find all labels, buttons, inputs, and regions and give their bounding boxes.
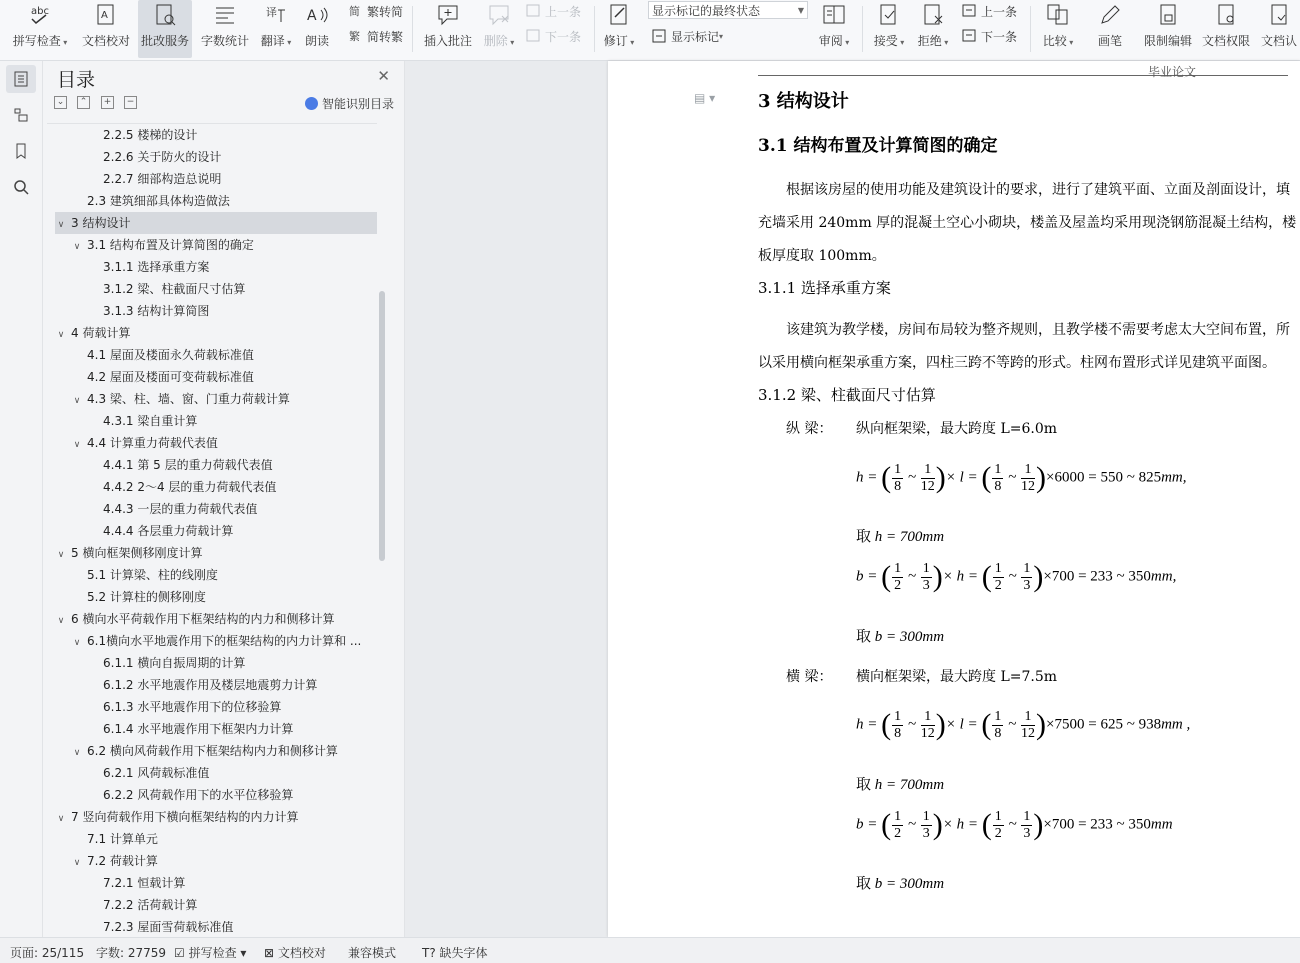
reject-button[interactable]: 拒绝 ▾ xyxy=(914,0,952,58)
prev-comment-button[interactable]: 上一条 xyxy=(526,1,581,21)
show-markup-button[interactable]: 显示标记 ▾ xyxy=(652,26,723,46)
toc-item[interactable] xyxy=(55,762,377,784)
toc-item-label: 2.2.7 细部构造总说明 xyxy=(103,172,222,186)
delete-comment-button[interactable]: 删除 ▾ xyxy=(480,0,518,58)
text-trans-beam: 横向框架梁，最大跨度 L=7.5m xyxy=(856,669,1058,685)
spell-check-icon xyxy=(27,2,53,28)
toc-item[interactable] xyxy=(55,410,377,432)
missing-font-button[interactable]: T? 缺失字体 xyxy=(422,946,488,960)
toc-item[interactable] xyxy=(55,300,377,322)
toc-item[interactable] xyxy=(55,234,377,256)
toc-item-label: 7.1 计算单元 xyxy=(87,832,158,846)
toc-item-label: 2.3 建筑细部具体构造做法 xyxy=(87,194,230,208)
toc-item[interactable] xyxy=(55,278,377,300)
chevron-down-icon[interactable]: ∨ xyxy=(73,638,81,648)
toc-item[interactable] xyxy=(55,432,377,454)
toc-item[interactable] xyxy=(55,850,377,872)
chevron-down-icon[interactable]: ∨ xyxy=(73,748,81,758)
toc-item-label: 7.2.3 屋面雪荷载标准值 xyxy=(103,920,234,934)
permission-icon xyxy=(1213,2,1239,28)
toc-panel xyxy=(43,61,405,937)
toc-item[interactable] xyxy=(55,256,377,278)
equation-h-long: h = ( $\frac{1}{8}$ ~ $\frac{1}{12}$ )× l = ( $\frac{1}{8}$ ~ $\frac{1}{12}$ )×6000 = 550 ~ 825mm, xyxy=(856,461,1187,494)
svg-text:繁: 繁 xyxy=(349,30,360,43)
next-change-button[interactable]: 下一条 xyxy=(962,26,1017,46)
pen-button[interactable]: 画笔 xyxy=(1094,0,1126,58)
toc-item[interactable] xyxy=(55,498,377,520)
toc-item[interactable] xyxy=(55,476,377,498)
compare-button[interactable]: 比较 ▾ xyxy=(1038,0,1078,58)
toc-item-label: 4.4.1 第 5 层的重力荷载代表值 xyxy=(103,458,273,472)
accept-icon xyxy=(876,2,902,28)
toc-item-label: 4.2 屋面及楼面可变荷载标准值 xyxy=(87,370,254,384)
compare-icon xyxy=(1045,2,1071,28)
translate-button[interactable]: 译 翻译 ▾ xyxy=(256,0,296,58)
toc-item[interactable] xyxy=(55,740,377,762)
ribbon-toolbar xyxy=(0,0,1300,61)
toc-item-label: 6.2.2 风荷载作用下的水平位移验算 xyxy=(103,788,294,802)
toc-item-label: 7 竖向荷载作用下横向框架结构的内力计算 xyxy=(71,810,299,824)
chevron-down-icon[interactable]: ∨ xyxy=(57,814,65,824)
toc-item[interactable] xyxy=(55,806,377,828)
toc-item[interactable] xyxy=(55,586,377,608)
toc-scrollbar[interactable] xyxy=(379,291,385,561)
toc-item[interactable] xyxy=(55,784,377,806)
heading-2: 3.1 结构布置及计算简图的确定 xyxy=(758,136,998,156)
toc-item[interactable] xyxy=(55,564,377,586)
track-changes-icon xyxy=(606,2,632,28)
chevron-down-icon[interactable]: ∨ xyxy=(73,396,81,406)
smart-toc-button[interactable]: 智能识别目录 xyxy=(305,95,394,112)
paragraph-line: 该建筑为教学楼，房间布局较为整齐规则，且教学楼不需要考虑太大空间布置，所 xyxy=(786,322,1290,338)
markup-state-select[interactable]: 显示标记的最终状态 ▼ xyxy=(648,1,808,19)
toc-item[interactable] xyxy=(55,190,377,212)
correction-icon xyxy=(152,2,178,28)
take-b-long: 取 b = 300mm xyxy=(856,629,945,645)
toc-item-label: 6.2.1 风荷载标准值 xyxy=(103,766,210,780)
toc-item-label: 4 荷载计算 xyxy=(71,326,131,340)
word-count-icon xyxy=(212,2,238,28)
take-h-trans: 取 h = 700mm xyxy=(856,777,945,793)
toc-item[interactable] xyxy=(55,146,377,168)
toc-item-label: 3.1.1 选择承重方案 xyxy=(103,260,210,274)
word-count-button[interactable]: 字数统计 xyxy=(198,0,252,58)
expand-up-icon[interactable]: ⌃ xyxy=(77,96,90,109)
toc-item-label: 5.2 计算柱的侧移刚度 xyxy=(87,590,206,604)
paragraph-line: 充墙采用 240mm 厚的混凝土空心小砌块，楼盖及屋盖均采用现浇钢筋混凝土结构，楼 xyxy=(758,215,1297,231)
toc-item-label: 3.1 结构布置及计算简图的确定 xyxy=(87,238,254,252)
separator xyxy=(862,6,863,52)
toc-item-label: 2.2.5 楼梯的设计 xyxy=(103,128,198,142)
next-comment-button[interactable]: 下一条 xyxy=(526,26,581,46)
toc-item[interactable] xyxy=(55,608,377,630)
toc-item-label: 6 横向水平荷载作用下框架结构的内力和侧移计算 xyxy=(71,612,335,626)
toc-item[interactable] xyxy=(55,872,377,894)
toc-item-label: 4.4 计算重力荷载代表值 xyxy=(87,436,218,450)
status-spell-check[interactable]: ☑ 拼写检查 ▾ xyxy=(174,946,247,960)
toc-item-label: 4.4.4 各层重力荷载计算 xyxy=(103,524,234,538)
toc-list xyxy=(47,123,377,936)
toc-item[interactable] xyxy=(55,696,377,718)
correction-service-button[interactable]: 批改服务 xyxy=(138,0,192,58)
toc-item-label: 7.2.1 恒载计算 xyxy=(103,876,186,890)
separator xyxy=(594,6,595,52)
prev-change-icon xyxy=(962,3,978,19)
review-pane-icon xyxy=(821,2,847,28)
toc-item[interactable] xyxy=(55,212,377,234)
remove-level-icon[interactable]: − xyxy=(124,96,137,109)
text-long-beam: 纵向框架梁，最大跨度 L=6.0m xyxy=(856,421,1058,437)
toc-item[interactable] xyxy=(55,124,377,146)
separator xyxy=(1030,6,1031,52)
reject-icon xyxy=(920,2,946,28)
doc-proofread-button[interactable]: A 文档校对 xyxy=(78,0,134,58)
toc-item-label: 3 结构设计 xyxy=(71,216,131,230)
svg-text:abc: abc xyxy=(31,6,49,17)
search-icon[interactable] xyxy=(6,173,36,201)
chevron-down-icon[interactable]: ∨ xyxy=(73,858,81,868)
toc-item-label: 6.1.1 横向自振周期的计算 xyxy=(103,656,246,670)
toc-item-label: 4.3.1 梁自重计算 xyxy=(103,414,198,428)
chevron-down-icon: ▼ xyxy=(797,6,804,15)
convert-icon xyxy=(348,28,364,44)
toc-item-label: 2.2.6 关于防火的设计 xyxy=(103,150,222,164)
toc-item[interactable] xyxy=(55,542,377,564)
toc-item[interactable] xyxy=(55,652,377,674)
toc-item-label: 6.2 横向风荷载作用下框架结构内力和侧移计算 xyxy=(87,744,338,758)
toc-item[interactable] xyxy=(55,718,377,740)
label-trans-beam: 横 梁： xyxy=(786,669,833,685)
document-page[interactable] xyxy=(608,61,1300,937)
to-simplified-button[interactable]: 繁 简转繁 xyxy=(349,29,404,44)
toc-item-label: 5 横向框架侧移刚度计算 xyxy=(71,546,203,560)
chevron-down-icon[interactable]: ∨ xyxy=(57,616,65,626)
paragraph-line: 板厚度取 100mm。 xyxy=(758,248,886,264)
toc-item-label: 4.4.3 一层的重力荷载代表值 xyxy=(103,502,258,516)
toc-item[interactable] xyxy=(55,322,377,344)
proofread-icon xyxy=(93,2,119,28)
doc-permission-button[interactable]: 文档权限 xyxy=(1198,0,1254,58)
heading-3: 3.1.2 梁、柱截面尺寸估算 xyxy=(758,386,936,404)
comment-delete-icon xyxy=(486,2,512,28)
accept-button[interactable]: 接受 ▾ xyxy=(870,0,908,58)
toc-item[interactable] xyxy=(55,916,377,936)
toc-item[interactable] xyxy=(55,894,377,916)
toc-item[interactable] xyxy=(55,388,377,410)
certificate-icon xyxy=(1266,2,1292,28)
chapter-nav-icon[interactable] xyxy=(6,101,36,129)
page-header xyxy=(758,65,1288,79)
toc-item[interactable] xyxy=(55,454,377,476)
toc-title: 目录 xyxy=(57,69,96,91)
comment-add-icon xyxy=(435,2,461,28)
compat-mode-indicator: 兼容模式 xyxy=(348,946,397,960)
prev-comment-icon xyxy=(526,3,542,19)
take-h-long: 取 h = 700mm xyxy=(856,529,945,545)
pen-icon xyxy=(1097,2,1123,28)
font-warning-icon: T? xyxy=(422,946,436,960)
chevron-down-icon[interactable]: ∨ xyxy=(57,330,65,340)
take-b-trans: 取 b = 300mm xyxy=(856,876,945,892)
toc-item[interactable] xyxy=(55,828,377,850)
toc-panel-icon[interactable] xyxy=(6,65,36,93)
smart-toc-icon xyxy=(305,97,318,110)
toc-item-label: 3.1.3 结构计算简图 xyxy=(103,304,210,318)
document-canvas xyxy=(405,61,1300,937)
close-icon[interactable]: ✕ xyxy=(377,67,390,85)
svg-text:译: 译 xyxy=(266,6,277,19)
paragraph-line: 根据该房屋的使用功能及建筑设计的要求，进行了建筑平面、立面及剖面设计，填 xyxy=(786,182,1290,198)
equation-b-trans: b = ( $\frac{1}{2}$ ~ $\frac{1}{3}$ )× h = ( $\frac{1}{2}$ ~ $\frac{1}{3}$ )×700 = 233 ~ 350mm xyxy=(856,808,1173,841)
status-bar xyxy=(0,937,1300,963)
paragraph-line: 以采用横向框架承重方案，四柱三跨不等跨的形式。柱网布置形式详见建筑平面图。 xyxy=(758,355,1276,371)
toc-item[interactable] xyxy=(55,344,377,366)
equation-b-long: b = ( $\frac{1}{2}$ ~ $\frac{1}{3}$ )× h = ( $\frac{1}{2}$ ~ $\frac{1}{3}$ )×700 = 233 ~ 350mm, xyxy=(856,560,1177,593)
checkbox-icon: ☑ xyxy=(174,946,185,960)
track-changes-button[interactable]: 修订 ▾ xyxy=(600,0,638,58)
toc-item[interactable] xyxy=(55,366,377,388)
prev-change-button[interactable]: 上一条 xyxy=(962,1,1017,21)
to-traditional-button[interactable]: 简 繁转简 xyxy=(349,4,404,19)
show-markup-icon xyxy=(652,28,668,44)
heading-1: 3 结构设计 xyxy=(758,91,849,112)
toc-item-label: 7.2 荷载计算 xyxy=(87,854,158,868)
read-aloud-button[interactable]: A 朗读 xyxy=(300,0,334,58)
chevron-down-icon[interactable]: ∨ xyxy=(73,242,81,252)
collapse-all-icon[interactable]: ⌄ xyxy=(54,96,67,109)
add-level-icon[interactable]: + xyxy=(101,96,114,109)
insert-comment-button[interactable]: 插入批注 xyxy=(420,0,476,58)
next-comment-icon xyxy=(526,28,542,44)
next-change-icon xyxy=(962,28,978,44)
toc-item-label: 5.1 计算梁、柱的线刚度 xyxy=(87,568,218,582)
toc-item-label: 7.2.2 活荷载计算 xyxy=(103,898,198,912)
toc-item[interactable] xyxy=(55,630,377,652)
toc-item-label: 3.1.2 梁、柱截面尺寸估算 xyxy=(103,282,246,296)
nav-rail xyxy=(0,61,43,937)
toc-item[interactable] xyxy=(55,674,377,696)
toc-item-label: 4.1 屋面及楼面永久荷载标准值 xyxy=(87,348,254,362)
svg-text:A: A xyxy=(101,10,108,21)
lock-icon xyxy=(1155,2,1181,28)
toc-item-label: 4.4.2 2～4 层的重力荷载代表值 xyxy=(103,480,277,494)
status-proofread[interactable]: ⊠ 文档校对 xyxy=(264,946,326,960)
read-aloud-icon xyxy=(304,2,330,28)
chevron-down-icon[interactable]: ∨ xyxy=(57,220,65,230)
svg-text:简: 简 xyxy=(349,5,360,18)
page-header-text: 毕业论文 xyxy=(1148,65,1197,79)
chevron-down-icon[interactable]: ∨ xyxy=(57,550,65,560)
page-indicator[interactable]: 页面: 25/115 xyxy=(10,946,85,960)
word-count-indicator[interactable]: 字数: 27759 xyxy=(96,946,167,960)
toc-item[interactable] xyxy=(55,168,377,190)
svg-text:A: A xyxy=(307,8,317,24)
label-long-beam: 纵 梁： xyxy=(786,421,833,437)
toc-item-label: 6.1横向水平地震作用下的框架结构的内力计算和 ... xyxy=(87,634,362,648)
translate-icon xyxy=(263,2,289,28)
convert-icon xyxy=(348,3,364,19)
restrict-edit-button[interactable]: 限制编辑 xyxy=(1140,0,1196,58)
toc-item-label: 6.1.2 水平地震作用及楼层地震剪力计算 xyxy=(103,678,318,692)
doc-cert-button[interactable]: 文档认 xyxy=(1258,0,1300,58)
heading-3: 3.1.1 选择承重方案 xyxy=(758,279,891,297)
bookmark-icon[interactable] xyxy=(6,137,36,165)
toc-item[interactable] xyxy=(55,520,377,542)
separator xyxy=(412,6,413,52)
review-button[interactable]: 审阅 ▾ xyxy=(814,0,854,58)
document-icon[interactable]: ▤ ▾ xyxy=(694,91,716,105)
equation-h-trans: h = ( $\frac{1}{8}$ ~ $\frac{1}{12}$ )× l = ( $\frac{1}{8}$ ~ $\frac{1}{12}$ )×7500 = 625 ~ 938mm , xyxy=(856,708,1191,741)
proofread-small-icon: ⊠ xyxy=(264,946,275,960)
toc-item-label: 4.3 梁、柱、墙、窗、门重力荷载计算 xyxy=(87,392,290,406)
toc-item-label: 6.1.4 水平地震作用下框架内力计算 xyxy=(103,722,294,736)
chevron-down-icon[interactable]: ∨ xyxy=(73,440,81,450)
toc-item-label: 6.1.3 水平地震作用下的位移验算 xyxy=(103,700,282,714)
spell-check-button[interactable]: abc 拼写检查 ▾ xyxy=(8,0,72,58)
